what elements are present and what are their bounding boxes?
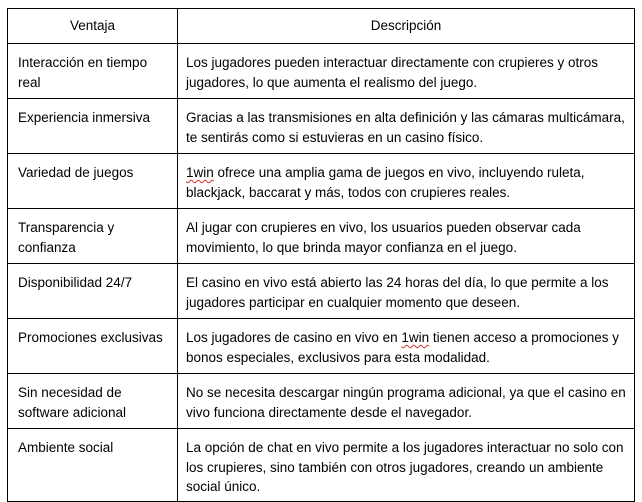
- description-cell: [178, 319, 635, 374]
- table-row: [8, 429, 635, 502]
- table-row: [8, 209, 635, 264]
- table-row: [8, 44, 635, 99]
- description-cell: Gracias a las transmisiones en alta definición y las cámaras multicámara, te sentirás como si estuvieras en un casino físico.: [178, 99, 635, 154]
- advantage-cell: Variedad de juegos: [8, 154, 178, 209]
- advantage-cell: Interacción en tiempo real: [8, 44, 178, 99]
- brand-name-misspelled: 1win: [186, 165, 214, 180]
- advantage-cell: Experiencia inmersiva: [8, 99, 178, 154]
- advantage-cell: Promociones exclusivas: [8, 319, 178, 374]
- table-row: [8, 264, 635, 319]
- advantage-cell: Sin necesidad de software adicional: [8, 374, 178, 429]
- table-row: [8, 154, 635, 209]
- table-row: [8, 374, 635, 429]
- advantage-cell: Ambiente social: [8, 429, 178, 502]
- description-cell: No se necesita descargar ningún programa adicional, ya que el casino en vivo funciona directamente desde el navegador.: [178, 374, 635, 429]
- advantage-cell: Disponibilidad 24/7: [8, 264, 178, 319]
- header-advantage: Ventaja: [8, 9, 178, 44]
- description-cell: El casino en vivo está abierto las 24 horas del día, lo que permite a los jugadores participar en cualquier momento que deseen.: [178, 264, 635, 319]
- header-row: [8, 9, 635, 44]
- description-cell: La opción de chat en vivo permite a los jugadores interactuar no solo con los crupieres, sino también con otros jugadores, creando un ambiente social único.: [178, 429, 635, 502]
- table-row: [8, 319, 635, 374]
- advantage-cell: Transparencia y confianza: [8, 209, 178, 264]
- description-cell: Los jugadores pueden interactuar directamente con crupieres y otros jugadores, lo que aumenta el realismo del juego.: [178, 44, 635, 99]
- description-cell: Al jugar con crupieres en vivo, los usuarios pueden observar cada movimiento, lo que brinda mayor confianza en el juego.: [178, 209, 635, 264]
- brand-name-misspelled: 1win: [401, 330, 430, 345]
- description-text: ofrece una amplia gama de juegos en vivo, incluyendo ruleta, blackjack, baccarat y más, todos con crupieres reales.: [186, 165, 585, 200]
- description-text: Los jugadores de casino en vivo en: [186, 330, 402, 345]
- description-cell: [178, 154, 635, 209]
- description-text: tienen acceso a promociones y bonos especiales, exclusivos para esta modalidad.: [186, 330, 620, 365]
- table-row: [8, 99, 635, 154]
- header-description: Descripción: [178, 9, 635, 44]
- advantages-table: [7, 8, 635, 502]
